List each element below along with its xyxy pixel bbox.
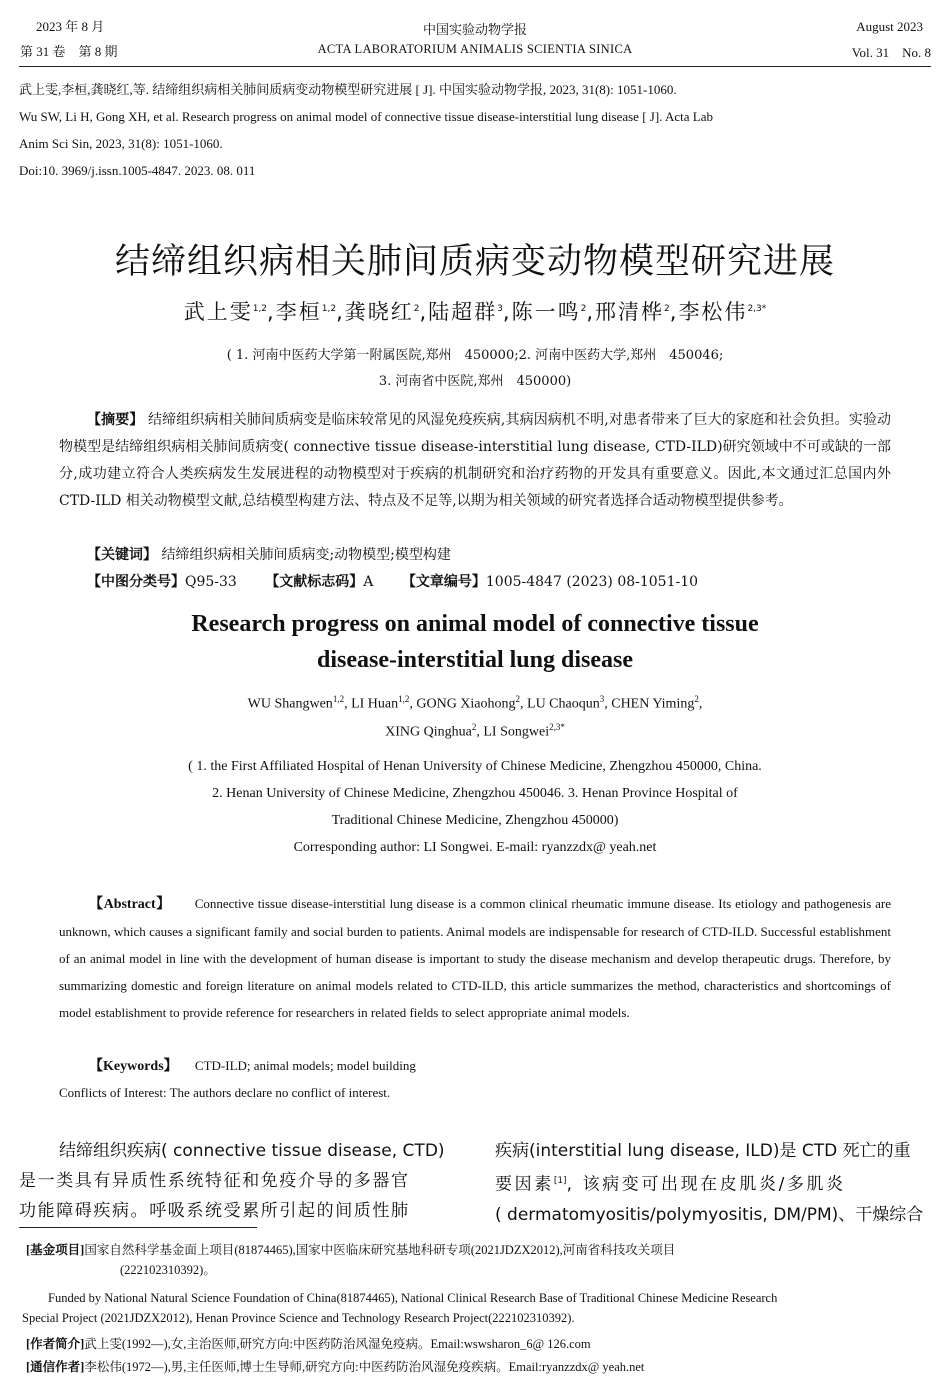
reference-1-link[interactable]: [1]: [553, 1176, 567, 1186]
abstract-cn: [59, 407, 891, 515]
conflicts-statement: Conflicts of Interest: The authors declare no conflict of interest.: [59, 1085, 391, 1100]
authors-en-line1: [0, 694, 950, 713]
body-right-line3: ( dermatomyositis/polymyositis, DM/PM)、干燥综合: [495, 1204, 924, 1225]
author-en-separator: ,: [604, 696, 612, 712]
body-right-line2-b: , 该病变可出现在皮肌炎/多肌炎: [566, 1174, 846, 1195]
author-en-affiliation-mark: 1,2: [332, 694, 345, 704]
author-cn-affiliation-mark: 3: [497, 304, 503, 314]
author-en-separator: ,: [476, 724, 484, 740]
citation-en-2: Anim Sci Sin, 2023, 31(8): 1051-1060.: [19, 136, 223, 151]
abstract-en-label: 【Abstract】: [89, 897, 171, 912]
citation-cn: 武上雯,李桓,龚晓红,等. 结缔组织病相关肺间质病变动物模型研究进展 [ J]. 中国实验动物学报, 2023, 31(8): 1051-1060.: [19, 82, 677, 97]
footnote-author-bio: [26, 1334, 936, 1354]
abstract-en: [59, 890, 891, 1026]
header-journal-en: ACTA LABORATORIUM ANIMALIS SCIENTIA SINICA: [317, 42, 633, 56]
author-cn-separator: ,: [586, 300, 596, 324]
body-right-line1: 疾病(interstitial lung disease, ILD)是 CTD 死亡的重: [495, 1141, 911, 1161]
abstract-cn-label: 【摘要】: [87, 412, 144, 428]
author-cn-name: 龚晓红: [344, 300, 414, 324]
keywords-cn-text: 结缔组织病相关肺间质病变;动物模型;模型构建: [161, 547, 451, 563]
author-en-affiliation-mark: 2: [515, 694, 521, 704]
footnote-rule: [19, 1227, 257, 1228]
author-cn-name: 李松伟: [678, 300, 748, 324]
funding-label: [基金项目]: [26, 1243, 85, 1257]
author-en-separator: ,: [409, 696, 417, 712]
abstract-en-text: Connective tissue disease-interstitial lung disease is a common clinical rheumatic immune disease. Its etiology and pathogenesis are unknown, which causes a significant family and social burden to patients. Animal models are indispensable for research of CTD-ILD. Successful establishment of an animal model in line with the development of human disease is important to study the disease mechanism and develop therapeutic drugs. Therefore, by summarizing domestic and foreign literature on animal models related to CTD-ILD, this article summarizes the method, characteristics and shortcomings of model establishment to provide reference for researchers in related fields to select appropriate animal models.: [59, 896, 891, 1020]
corresponding-label: [通信作者]: [26, 1360, 85, 1374]
abstract-cn-text: 结缔组织病相关肺间质病变是临床较常见的风湿免疫疾病,其病因病机不明,对患者带来了巨大的家庭和社会负担。实验动物模型是结缔组织病相关肺间质病变( connective tissue disease-interstitial lung disease, CTD-ILD)研究领域中不可或缺的一部分,成功建立符合人类疾病发生发展进程的动物模型对于疾病的机制研究和治疗药物的开发具有重要意义。因此,本文通过汇总国内外 CTD-ILD 相关动物模型文献,总结模型构建方法、特点及不足等,以期为相关领域的研究者选择合适动物模型提供参考。: [59, 412, 892, 509]
funding-text-1: 国家自然科学基金面上项目(81874465),国家中医临床研究基地科研专项(2021JDZX2012),河南省科技攻关项目: [84, 1243, 676, 1257]
keywords-en-text: CTD-ILD; animal models; model building: [194, 1058, 416, 1073]
author-en-name: WU Shangwen: [247, 696, 333, 712]
author-cn-affiliation-mark: 2: [664, 304, 670, 314]
citation-doi: Doi:10. 3969/j.issn.1005-4847. 2023. 08. 011: [19, 163, 256, 178]
header-journal-cn: 中国实验动物学报: [422, 22, 527, 37]
article-no-label: 【文章编号】: [401, 574, 486, 590]
footnote-funded-en: [22, 1288, 933, 1328]
classification-line: [59, 569, 891, 596]
clc-value: Q95-33: [185, 574, 237, 590]
header-date-cn: 2023 年 8 月: [36, 19, 105, 34]
funded-en-1: Funded by National Natural Science Foundation of China(81874465), National Clinical Research Base of Traditional Chinese Medicine Research: [48, 1291, 778, 1305]
funding-text-2: (222102310392)。: [120, 1263, 216, 1277]
corresponding-author-en: Corresponding author: LI Songwei. E-mail: ryanzzdx@ yeah.net: [293, 840, 657, 855]
clc-label: 【中图分类号】: [87, 574, 185, 590]
header-volume-cn: 第 31 卷 第 8 期: [20, 44, 118, 59]
author-en-name: XING Qinghua: [385, 724, 472, 740]
corresponding-text: 李松伟(1972—),男,主任医师,博士生导师,研究方向:中医药防治风湿免疫疾病。Email:ryanzzdx@ yeah.net: [84, 1360, 645, 1374]
body-left-line3: 功能障碍疾病。呼吸系统受累所引起的间质性肺: [19, 1201, 410, 1221]
author-cn-name: 李桓: [275, 300, 322, 324]
author-en-name: CHEN Yiming: [611, 696, 695, 712]
title-cn: 结缔组织病相关肺间质病变动物模型研究进展: [114, 242, 835, 282]
affiliation-cn-2: 3. 河南省中医院,郑州 450000): [378, 374, 572, 389]
author-en-affiliation-mark: 2: [694, 694, 699, 704]
author-cn-separator: ,: [267, 300, 276, 324]
author-en-affiliation-mark: 2: [471, 722, 477, 732]
funded-en-2: Special Project (2021JDZX2012), Henan Province Science and Technology Research Project(222102310392).: [22, 1311, 575, 1325]
title-en-line2: disease-interstitial lung disease: [317, 647, 633, 673]
body-left-column: [19, 1136, 456, 1226]
footnote-funding: [26, 1240, 936, 1280]
affiliation-cn-1: ( 1. 河南中医药大学第一附属医院,郑州 450000;2. 河南中医药大学,郑州 450046;: [226, 348, 724, 363]
affiliation-en-2: 2. Henan University of Chinese Medicine, Zhengzhou 450046. 3. Henan Province Hospital of: [212, 786, 738, 801]
title-en-line1: Research progress on animal model of connective tissue: [191, 611, 759, 637]
author-en-name: LU Chaoqun: [527, 696, 600, 712]
author-cn-affiliation-mark: 2: [580, 304, 587, 314]
body-left-line1: 结缔组织疾病( connective tissue disease, CTD): [59, 1141, 445, 1161]
author-en-name: LI Huan: [351, 696, 399, 712]
author-en-separator: ,: [344, 696, 352, 712]
author-en-separator: ,: [520, 696, 528, 712]
header-date-en: August 2023: [856, 19, 923, 34]
author-en-affiliation-mark: 1,2: [398, 694, 410, 704]
footnote-corresponding: [26, 1357, 936, 1377]
running-header: [0, 0, 950, 66]
body-right-line2-a: 要因素: [495, 1174, 554, 1195]
citation-en-1: Wu SW, Li H, Gong XH, et al. Research progress on animal model of connective tissue disease-interstitial lung disease [ J]. Acta Lab: [19, 109, 713, 124]
authors-cn: [0, 296, 950, 326]
body-right-column: [495, 1136, 932, 1230]
author-cn-separator: ,: [669, 300, 679, 324]
body-right-line2: [495, 1166, 932, 1200]
author-cn-separator: ,: [502, 300, 512, 324]
author-en-name: LI Songwei: [483, 724, 550, 740]
author-cn-name: 陈一鸣: [511, 300, 581, 324]
article-no-value: 1005-4847 (2023) 08-1051-10: [485, 574, 699, 590]
author-en-affiliation-mark: 3: [599, 694, 605, 704]
author-bio-label: [作者简介]: [26, 1337, 85, 1351]
author-cn-separator: ,: [419, 300, 429, 324]
body-left-line2: 是一类具有异质性系统特征和免疫介导的多器官: [19, 1171, 410, 1191]
doc-code-label: 【文献标志码】: [265, 574, 364, 590]
author-cn-name: 武上雯: [183, 300, 253, 324]
author-cn-affiliation-mark: 2: [413, 304, 420, 314]
author-cn-name: 陆超群: [428, 300, 498, 324]
affiliation-en-3: Traditional Chinese Medicine, Zhengzhou 450000): [331, 813, 619, 828]
author-cn-affiliation-mark: 1,2: [252, 304, 268, 314]
author-en-separator: ,: [698, 696, 703, 712]
header-volume-en: Vol. 31 No. 8: [851, 45, 931, 60]
author-bio-text: 武上雯(1992—),女,主治医师,研究方向:中医药防治风湿免疫病。Email:wswsharon_6@ 126.com: [84, 1337, 591, 1351]
keywords-en-label: 【Keywords】: [89, 1059, 178, 1074]
authors-en-line2: [0, 722, 950, 741]
keywords-en: [59, 1052, 891, 1080]
keywords-cn-label: 【关键词】: [87, 547, 157, 563]
author-cn-affiliation-mark: 1,2: [321, 304, 337, 314]
doc-code-value: A: [363, 574, 374, 590]
affiliation-en-1: ( 1. the First Affiliated Hospital of Henan University of Chinese Medicine, Zhengzhou 450000, China.: [188, 759, 762, 774]
keywords-cn: [59, 542, 891, 569]
author-en-affiliation-mark: 2,3*: [549, 722, 565, 732]
author-cn-name: 邢清桦: [595, 300, 665, 324]
author-en-name: GONG Xiaohong: [416, 696, 516, 712]
header-rule: [19, 66, 931, 67]
author-cn-separator: ,: [336, 300, 345, 324]
author-cn-affiliation-mark: 2,3*: [747, 304, 767, 314]
